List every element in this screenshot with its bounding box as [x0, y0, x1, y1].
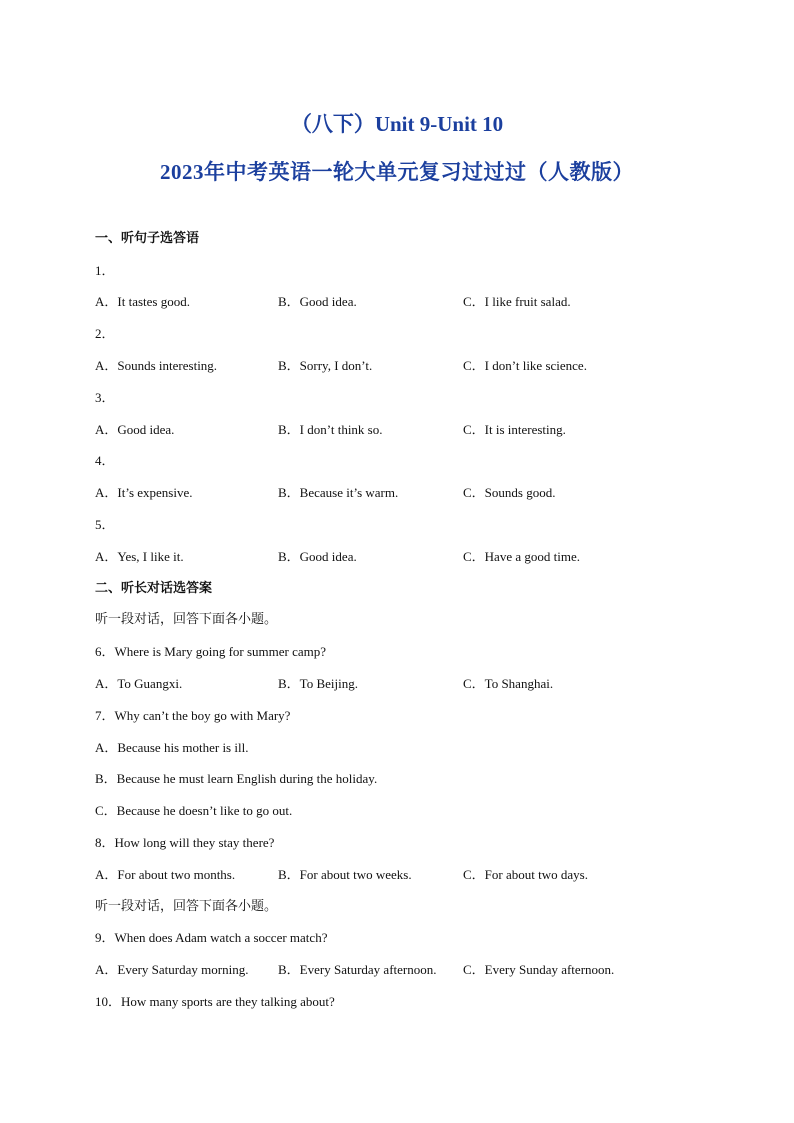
question-1-option-a: A．It tastes good. [95, 294, 190, 309]
question-6-option-a: A．To Guangxi. [95, 676, 183, 691]
section-1-heading: 一、听句子选答语 [95, 231, 200, 246]
question-2-option-c: C．I don’t like science. [463, 358, 587, 373]
question-8-option-b: B．For about two weeks. [278, 867, 412, 882]
question-9-option-b: B．Every Saturday afternoon. [278, 962, 437, 977]
question-7-text: 7．Why can’t the boy go with Mary? [95, 708, 291, 723]
question-8-option-a: A．For about two months. [95, 867, 236, 882]
dialogue-instruction-2: 听一段对话，回答下面各小题。 [95, 899, 278, 914]
question-9-option-c: C．Every Sunday afternoon. [463, 962, 615, 977]
question-4-number: 4． [95, 453, 115, 468]
question-10-text: 10．How many sports are they talking about? [95, 994, 335, 1009]
question-3-option-c: C．It is interesting. [463, 422, 566, 437]
question-2-number: 2． [95, 326, 115, 341]
question-5-option-a: A．Yes, I like it. [95, 549, 184, 564]
question-5-option-b: B．Good idea. [278, 549, 357, 564]
question-1-option-b: B．Good idea. [278, 294, 357, 309]
question-4-option-b: B．Because it’s warm. [278, 485, 399, 500]
dialogue-instruction-1: 听一段对话，回答下面各小题。 [95, 612, 278, 627]
page-title-line-1: （八下）Unit 9-Unit 10 [290, 112, 504, 136]
question-8-text: 8．How long will they stay there? [95, 835, 275, 850]
question-9-text: 9．When does Adam watch a soccer match? [95, 930, 328, 945]
question-3-option-a: A．Good idea. [95, 422, 175, 437]
question-5-option-c: C．Have a good time. [463, 549, 580, 564]
question-2-option-b: B．Sorry, I don’t. [278, 358, 373, 373]
question-1-number: 1． [95, 263, 115, 278]
question-2-option-a: A．Sounds interesting. [95, 358, 218, 373]
question-4-option-a: A．It’s expensive. [95, 485, 193, 500]
question-3-number: 3． [95, 390, 115, 405]
question-7-option-a: A．Because his mother is ill. [95, 740, 249, 755]
question-4-option-c: C．Sounds good. [463, 485, 556, 500]
question-7-option-c: C．Because he doesn’t like to go out. [95, 803, 293, 818]
question-5-number: 5． [95, 517, 115, 532]
page-title-line-2: 2023年中考英语一轮大单元复习过过过（人教版） [160, 160, 634, 184]
question-6-text: 6．Where is Mary going for summer camp? [95, 644, 327, 659]
section-2-heading: 二、听长对话选答案 [95, 581, 213, 596]
question-6-option-c: C．To Shanghai. [463, 676, 554, 691]
question-9-option-a: A．Every Saturday morning. [95, 962, 249, 977]
question-3-option-b: B．I don’t think so. [278, 422, 383, 437]
question-1-option-c: C．I like fruit salad. [463, 294, 571, 309]
question-7-option-b: B．Because he must learn English during the holiday. [95, 771, 378, 786]
question-6-option-b: B．To Beijing. [278, 676, 358, 691]
question-8-option-c: C．For about two days. [463, 867, 588, 882]
